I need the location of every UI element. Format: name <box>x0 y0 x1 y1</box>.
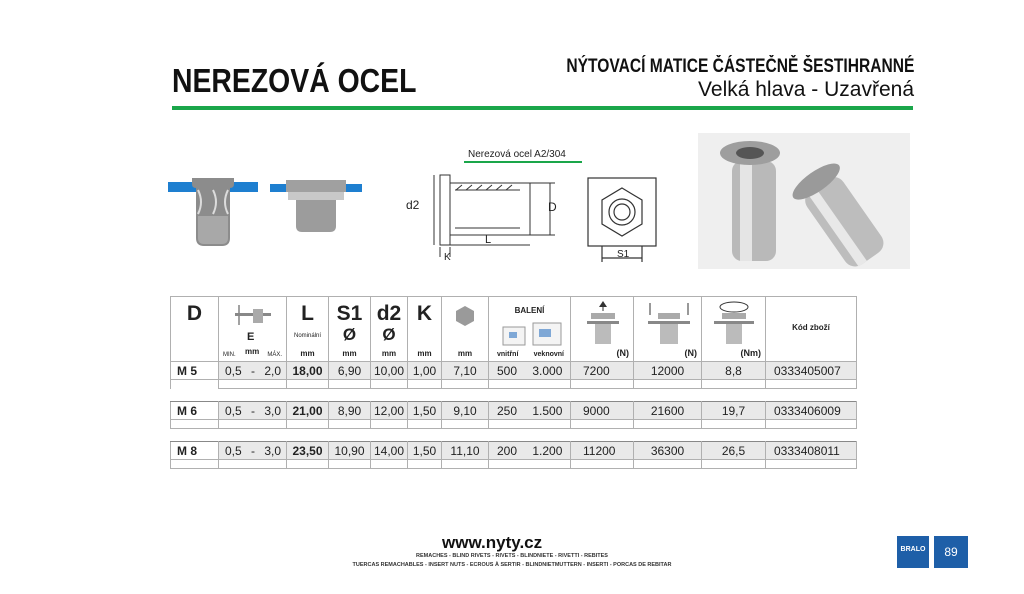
shear-force-icon <box>644 301 694 349</box>
col-header-d2: d2 Ø mm <box>371 297 408 362</box>
label-S1: S1 <box>617 249 630 260</box>
table-row: M 8 0,5 - 3,0 23,50 10,90 14,00 1,50 11,10 200 1.200 11200 36300 26,5 0333408011 <box>171 442 857 460</box>
col-header-torque: (Nm) <box>702 297 766 362</box>
product-photo <box>698 133 910 269</box>
packaging-qty: 500 3.000 <box>489 362 571 380</box>
col-header-packaging: BALENÍ vnitřní veknovní <box>489 297 571 362</box>
label-K: K <box>444 252 451 263</box>
installed-nut-illustration-2 <box>270 178 362 236</box>
table-row-spacer <box>171 380 857 389</box>
col-header-E: E MIN. mm MÁX. <box>219 297 287 362</box>
label-d2: d2 <box>406 198 420 212</box>
brand-logo-text: BRALO <box>900 546 926 553</box>
col-header-code: Kód zboží <box>766 297 857 362</box>
material-underline <box>464 161 582 163</box>
product-photo-art <box>698 133 910 269</box>
col-header-force-1: (N) <box>571 297 634 362</box>
col-header-K: K mm <box>408 297 442 362</box>
grip-range: 0,5 - 3,0 <box>219 442 287 460</box>
cross-section-drawing <box>400 165 580 265</box>
grip-range: 0,5 - 2,0 <box>219 362 287 380</box>
table-header-row <box>171 297 857 362</box>
page-title: NEREZOVÁ OCEL <box>172 62 417 99</box>
product-subtitle: Velká hlava - Uzavřená <box>698 78 914 101</box>
col-header-D: D <box>171 297 219 362</box>
table-row-spacer <box>171 420 857 429</box>
table-row-spacer <box>171 460 857 469</box>
col-header-S1: S1 Ø mm <box>329 297 371 362</box>
grip-range: 0,5 - 3,0 <box>219 402 287 420</box>
col-header-force-2: (N) <box>634 297 702 362</box>
packaging-qty: 250 1.500 <box>489 402 571 420</box>
material-label: Nerezová ocel A2/304 <box>468 149 566 160</box>
header-divider <box>172 106 913 110</box>
page-number: 89 <box>944 545 958 559</box>
product-title: NÝTOVACÍ MATICE ČÁSTEČNĚ ŠESTIHRANNÉ <box>566 56 914 77</box>
label-D: D <box>548 200 557 214</box>
col-header-hex: mm <box>442 297 489 362</box>
specs-table <box>170 296 857 469</box>
table-row: M 6 0,5 - 3,0 21,00 8,90 12,00 1,50 9,10 250 1.500 9000 21600 19,7 0333406009 <box>171 402 857 420</box>
grip-range-icon <box>231 301 275 327</box>
packaging-boxes-icon <box>501 319 563 349</box>
torque-icon <box>710 299 758 347</box>
packaging-qty: 200 1.200 <box>489 442 571 460</box>
label-L: L <box>485 234 492 246</box>
tension-force-icon <box>585 301 621 349</box>
installed-nut-illustration-1 <box>168 170 258 250</box>
footer-line-1: REMACHES - BLIND RIVETS - RIVETS - BLINDNIETE - RIVETTI - REBITES <box>416 553 608 559</box>
table-row: M 5 0,5 - 2,0 18,00 6,90 10,00 1,00 7,10 500 3.000 7200 12000 8,8 0333405007 <box>171 362 857 380</box>
website-link[interactable]: www.nyty.cz <box>442 533 543 552</box>
footer-line-2: TUERCAS REMACHABLES - INSERT NUTS - ECROUS À SERTIR - BLINDNIETMUTTERN - INSERTI - PORCAS DE REBITAR <box>352 562 672 568</box>
hexagon-icon <box>454 305 476 327</box>
col-header-L: L Nominální mm <box>287 297 329 362</box>
